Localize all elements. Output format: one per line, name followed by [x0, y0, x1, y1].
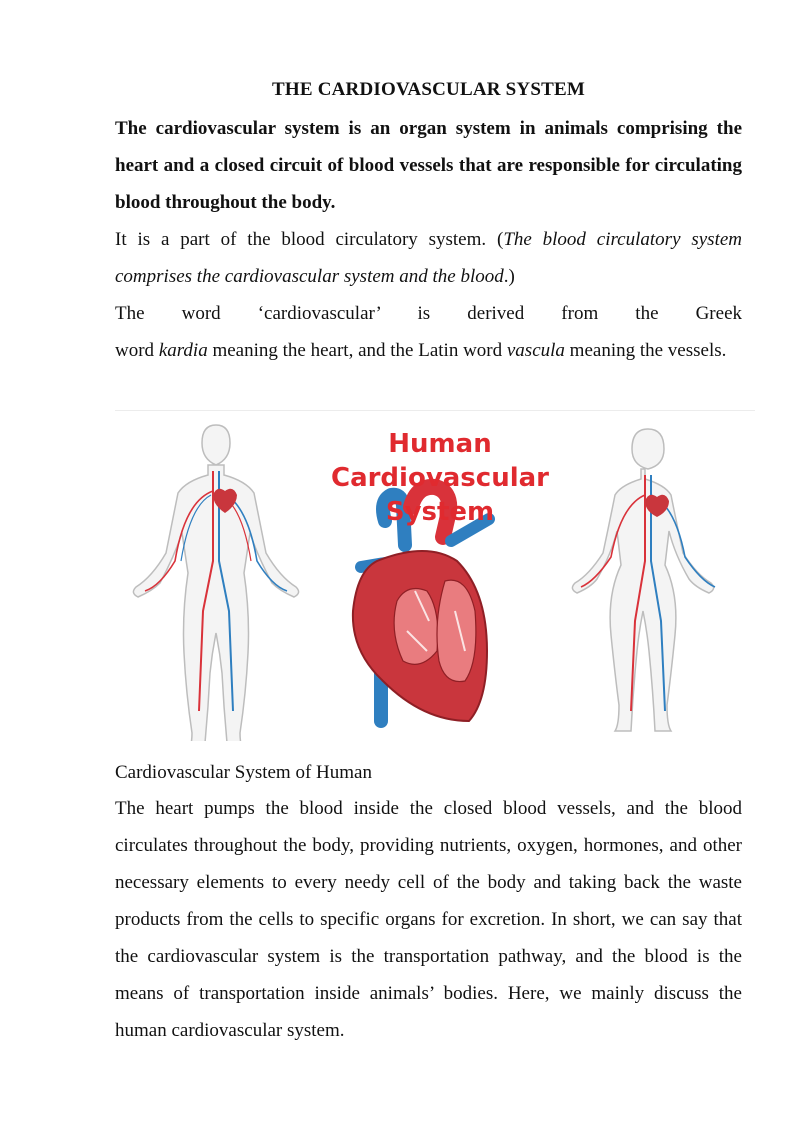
figure-title-line1: Human Cardiovascular [330, 429, 549, 493]
heart-pumps-paragraph: The heart pumps the blood inside the closed blood vessels, and the blood circulates throughout the body, providing nutrients, oxygen, hormones, and other necessary elements to every needy cell of the body and taking back the waste products from the cells to specific organs for excretion. In short, we can say that the cardiovascular system is the transportation pathway, and the blood is the means of transportation inside animals’ bodies. Here, we mainly discuss the human cardiovascular system. [115, 798, 742, 1041]
intro-paragraph: The cardiovascular system is an organ system in animals comprising the heart and a closed circuit of blood vessels that are responsible for circulating blood throughout the body. [115, 118, 742, 213]
cardiovascular-figure [115, 410, 755, 741]
circulatory-paragraph [115, 221, 742, 295]
document-body-continued [115, 790, 742, 1049]
figure-caption: Cardiovascular System of Human [115, 762, 372, 783]
etymology-continuation [115, 332, 742, 369]
document-body [115, 76, 742, 369]
term-vascula: vascula [506, 340, 565, 361]
etymology-paragraph [115, 295, 742, 332]
circulatory-end: .) [503, 266, 515, 287]
term-kardia: kardia [158, 340, 208, 361]
circulatory-italic: The blood circulatory system comprises the cardiovascular system and the blood [115, 229, 742, 287]
circulatory-text: It is a part of the blood circulatory system. ( [115, 229, 504, 250]
etymology-end: meaning the vessels. [564, 340, 727, 361]
figure-title-line2: System [385, 497, 495, 527]
etymology-mid: meaning the heart, and the Latin word [207, 340, 507, 361]
etymology-word: word [115, 340, 159, 361]
male-body-icon [133, 425, 298, 741]
etymology-line1: The word ‘cardiovascular’ is derived from the Greek [115, 303, 742, 324]
figure-title [275, 427, 605, 529]
document-title: THE CARDIOVASCULAR SYSTEM [272, 79, 585, 100]
